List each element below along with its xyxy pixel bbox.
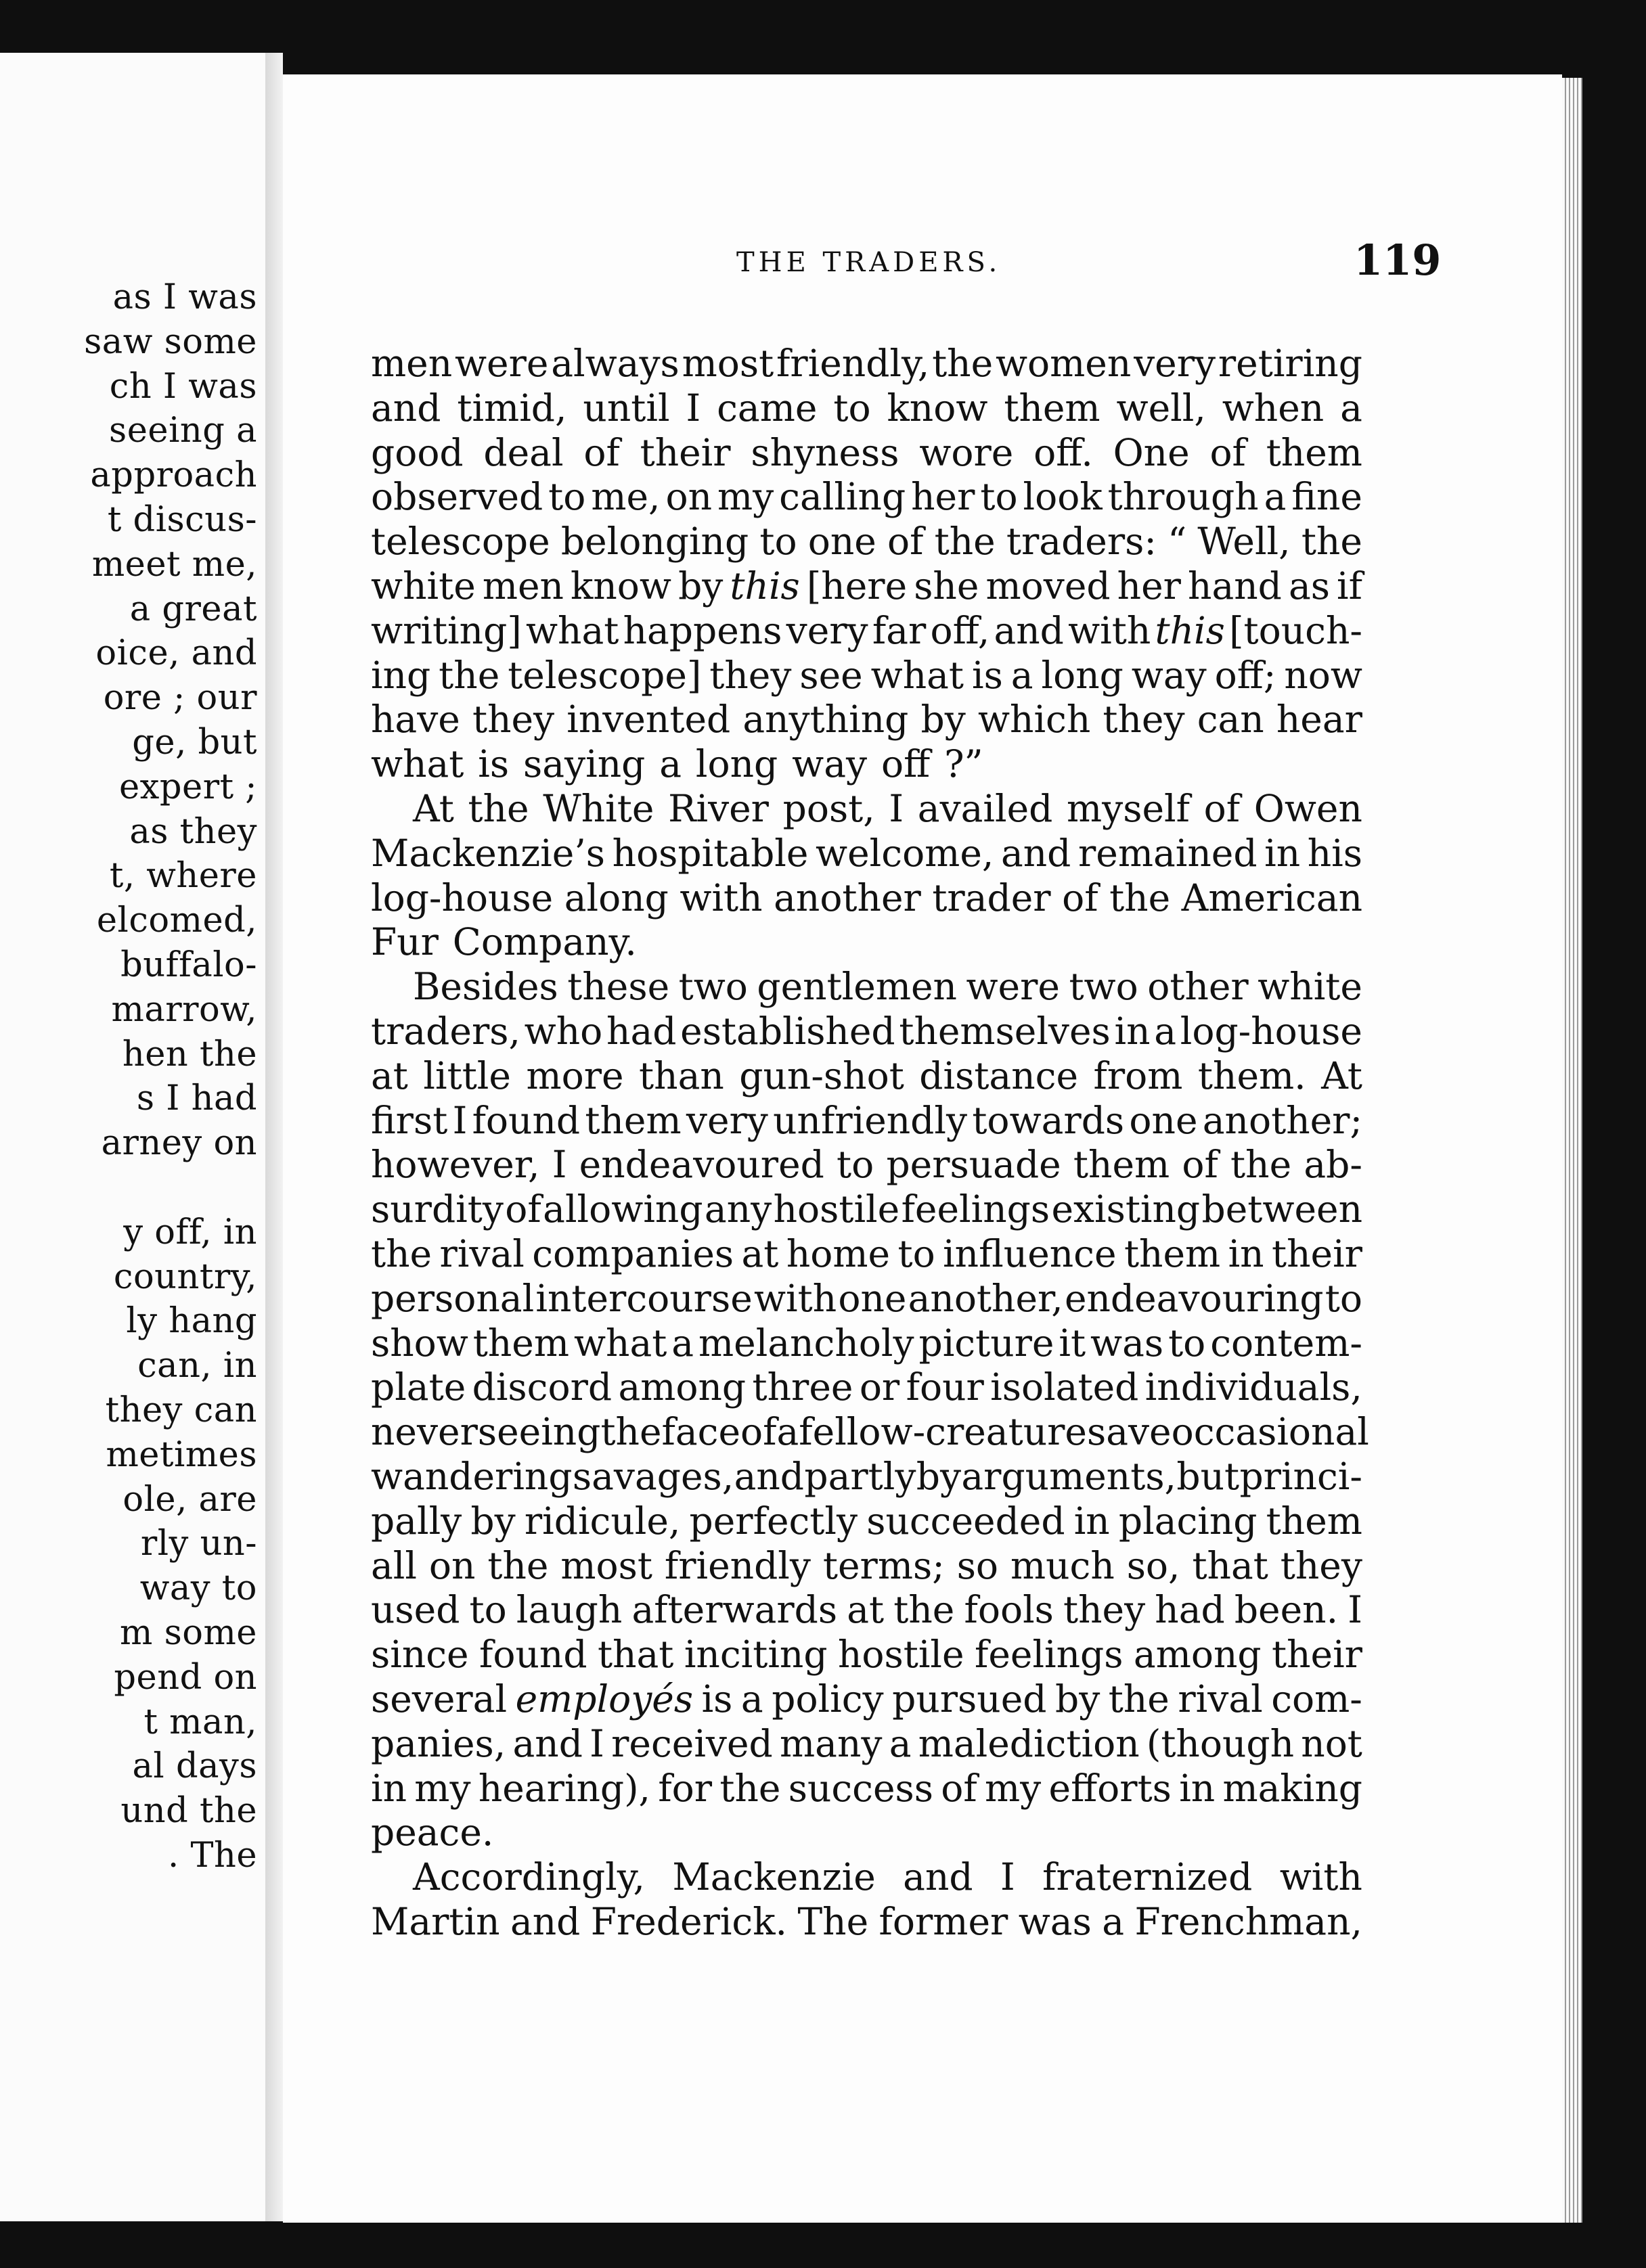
text-line: Fur Company. (371, 920, 637, 964)
book-gutter (265, 53, 283, 2221)
text-line: surdity of allowing any hostile feelings existing between (371, 1187, 1362, 1231)
right-page (283, 74, 1562, 2223)
text-line: show them what a melancholy picture it was to contem- (371, 1321, 1362, 1365)
text-line: what is saying a long way off ?” (371, 742, 983, 786)
left-page-line: as they (129, 811, 257, 852)
left-page-line: arney on (101, 1123, 257, 1164)
text-line: observed to me, on my calling her to look through a fine (371, 475, 1362, 519)
left-page-line: hen the (122, 1034, 257, 1074)
text-line: in my hearing), for the success of my efforts in making (371, 1766, 1362, 1810)
text-line: good deal of their shyness wore off. One of them (371, 430, 1362, 474)
left-page-line: as I was (112, 277, 257, 317)
text-line: ing the telescope] they see what is a long way off; now (371, 653, 1362, 697)
left-page-line: t, where (109, 856, 257, 897)
left-page-line: . The (168, 1836, 257, 1876)
text-line: writing] what happens very far off, and with this [touch- (371, 608, 1362, 652)
text-line: however, I endeavoured to persuade them of the ab- (371, 1143, 1362, 1187)
text-line: pally by ridicule, perfectly succeeded in placing them (371, 1499, 1362, 1543)
left-page-line: al days (132, 1746, 257, 1787)
left-page-line: way to (139, 1568, 257, 1609)
left-page-line: buffalo- (120, 945, 257, 985)
left-page-line: ole, are (123, 1479, 257, 1520)
text-line: and timid, until I came to know them well, when a (371, 386, 1362, 430)
page-number: 119 (1354, 235, 1442, 285)
text-line: never seeing the face of a fellow-creature save occasional (371, 1410, 1369, 1454)
left-page-line: seeing a (109, 411, 257, 451)
text-line: plate discord among three or four isolated individuals, (371, 1365, 1362, 1409)
left-page-line: approach (90, 455, 257, 496)
left-page-line: pend on (114, 1657, 257, 1698)
text-line: since found that inciting hostile feelings among their (371, 1633, 1362, 1677)
left-page-line: can, in (137, 1346, 257, 1386)
text-line: Martin and Frederick. The former was a Frenchman, (371, 1899, 1362, 1943)
text-line: wandering savages, and partly by arguments, but princi- (371, 1454, 1362, 1498)
text-line: men were always most friendly, the women very retiring (371, 342, 1362, 385)
left-page-line: ge, but (132, 723, 257, 763)
left-page-line: a great (129, 589, 257, 629)
left-page-line: meet me, (91, 544, 257, 585)
left-page-line: rly un- (140, 1524, 257, 1564)
left-page-line: und the (120, 1791, 257, 1832)
text-line: first I found them very unfriendly towards one another; (371, 1098, 1362, 1142)
text-line: Mackenzie’s hospitable welcome, and remained in his (371, 831, 1362, 875)
left-page-line: y off, in (123, 1212, 257, 1252)
left-page-line: they can (105, 1390, 257, 1430)
text-line: traders, who had established themselves in a log-house (371, 1009, 1362, 1053)
text-line: personal intercourse with one another, endeavouring to (371, 1276, 1362, 1320)
text-line: white men know by this [here she moved her hand as if (371, 564, 1362, 608)
left-page-line: elcomed, (96, 901, 257, 941)
text-line: have they invented anything by which they can hear (371, 698, 1362, 742)
text-line: peace. (371, 1811, 494, 1855)
page-edges (1562, 78, 1582, 2223)
text-line: at little more than gun-shot distance from them. At (371, 1053, 1362, 1097)
left-page-fragment (0, 53, 267, 2221)
text-line: used to laugh afterwards at the fools they had been. I (371, 1588, 1362, 1632)
text-line: telescope belonging to one of the traders: “ Well, the (371, 520, 1362, 564)
text-line: several employés is a policy pursued by the rival com- (371, 1677, 1362, 1721)
left-page-line: ly hang (126, 1301, 257, 1342)
left-page-line: metimes (106, 1434, 257, 1475)
left-page-line: oice, and (95, 633, 257, 674)
running-head: THE TRADERS. (736, 247, 1002, 278)
text-line: At the White River post, I availed myself of Owen (413, 786, 1362, 830)
left-page-line: ore ; our (103, 678, 257, 719)
left-page-line: country, (113, 1256, 257, 1297)
left-page-line: expert ; (118, 767, 257, 807)
text-line: the rival companies at home to influence them in their (371, 1231, 1362, 1275)
left-page-line: marrow, (111, 989, 257, 1030)
left-page-line: t man, (143, 1702, 257, 1742)
left-page-line: saw some (84, 321, 257, 362)
text-line: panies, and I received many a malediction (though not (371, 1721, 1362, 1765)
body-text (371, 342, 1369, 1945)
text-line: Accordingly, Mackenzie and I fraternized with (413, 1855, 1362, 1899)
text-line: Besides these two gentlemen were two other white (413, 965, 1362, 1009)
text-line: log-house along with another trader of the American (371, 876, 1362, 920)
left-page-line: s I had (136, 1079, 257, 1119)
text-line: all on the most friendly terms; so much so, that they (371, 1543, 1362, 1587)
left-page-line: t discus- (107, 500, 257, 540)
left-page-line: ch I was (109, 366, 257, 407)
left-page-line: m some (120, 1613, 257, 1653)
